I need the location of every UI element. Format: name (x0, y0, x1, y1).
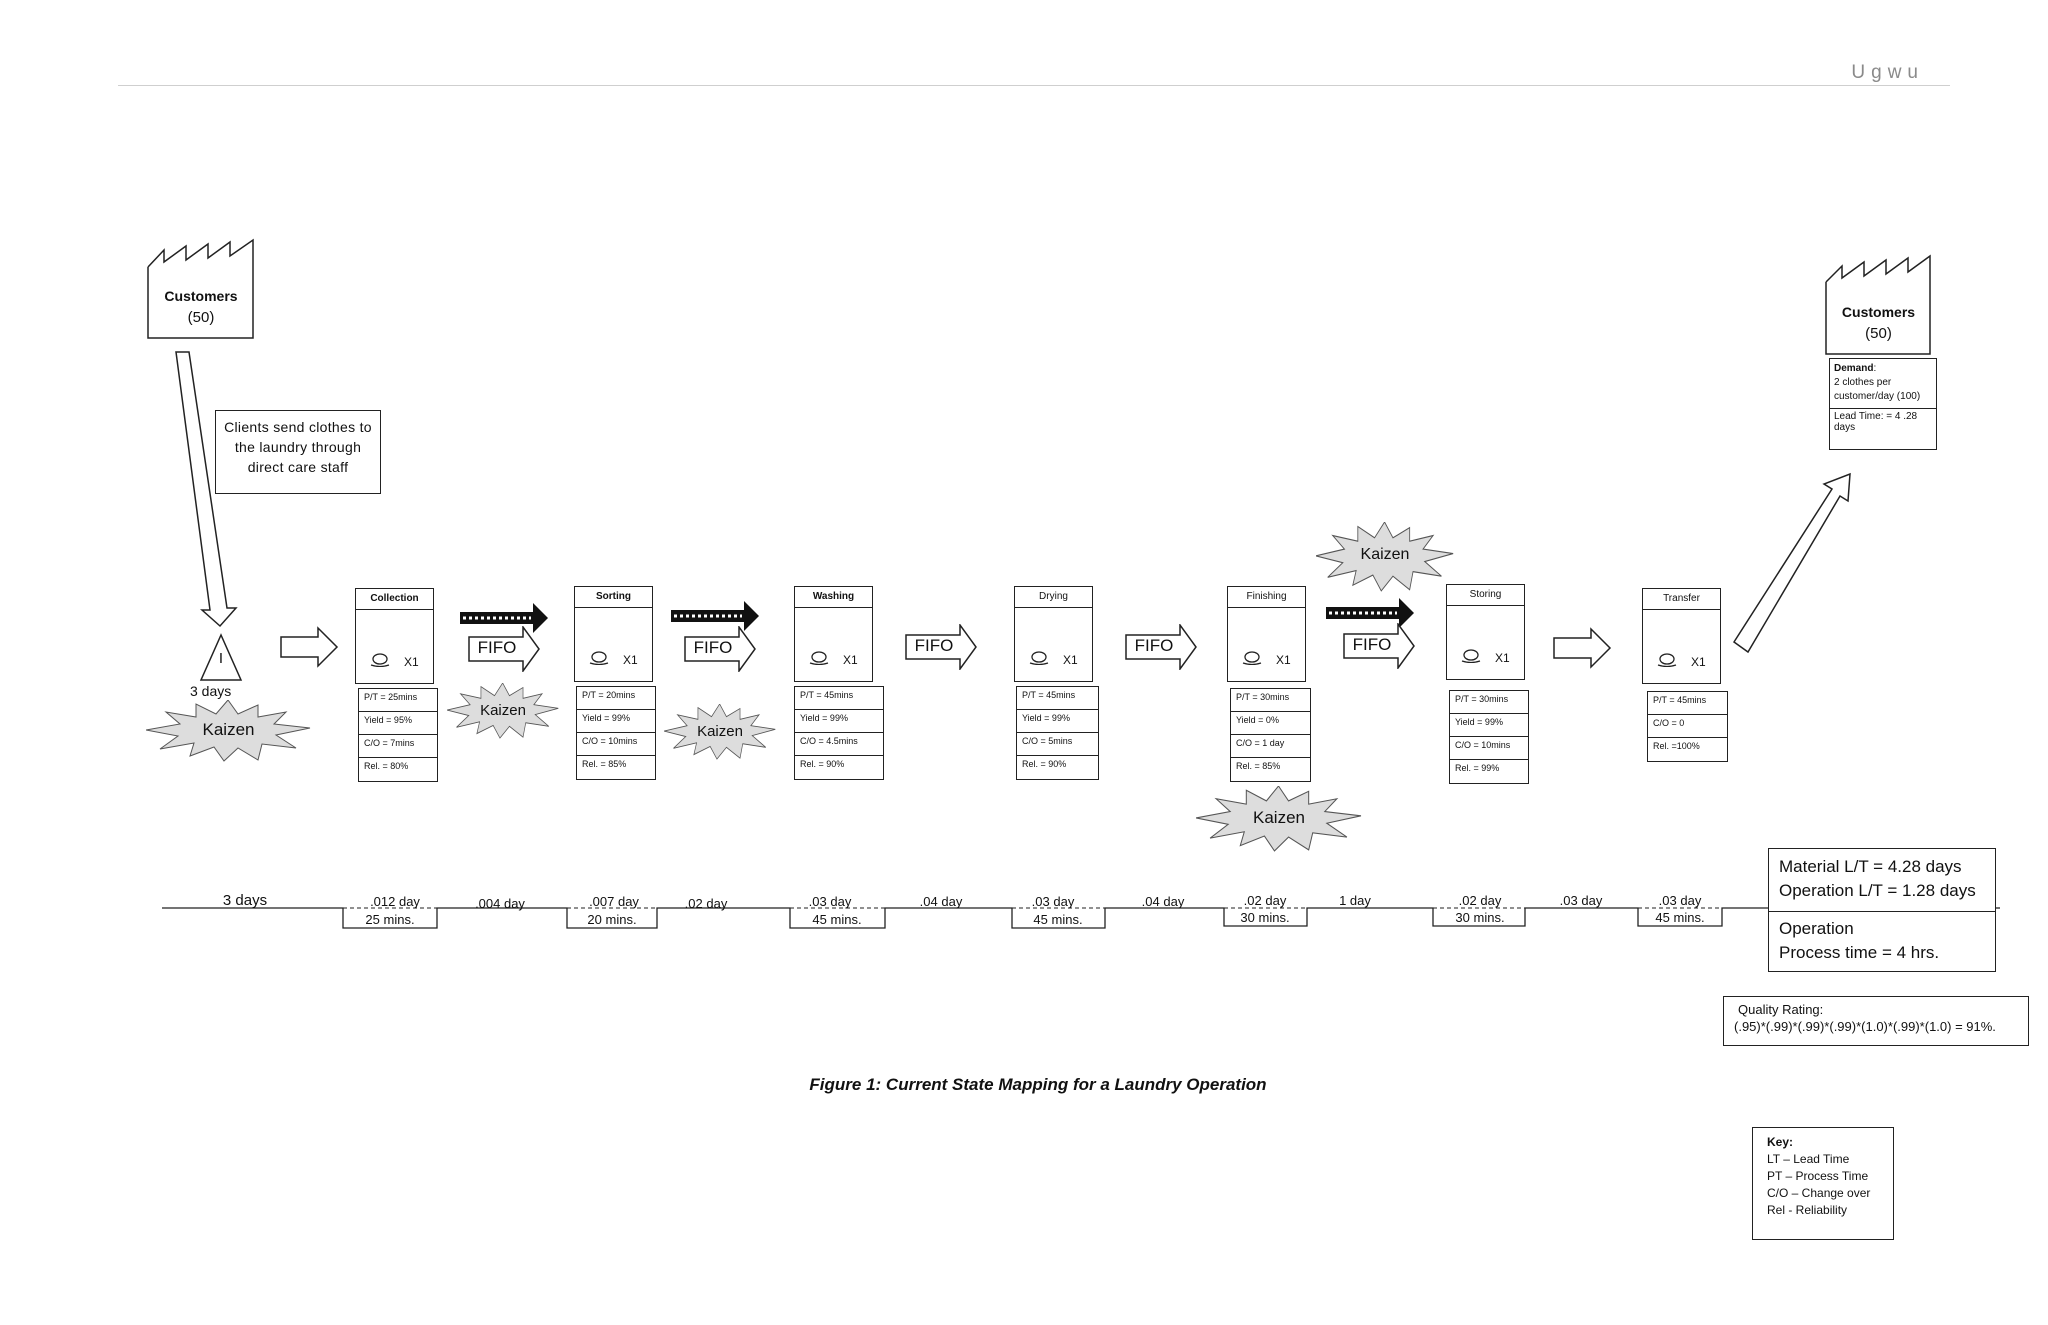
timeline-process-min: 45 mins. (1655, 910, 1705, 925)
timeline-process-day: .03 day (1031, 894, 1075, 909)
data-cell: Yield = 99% (577, 710, 655, 733)
kaizen-burst (1196, 786, 1362, 852)
kaizen-burst (664, 704, 776, 760)
data-cell: Yield = 99% (1017, 710, 1098, 733)
operator-icon (809, 651, 829, 665)
customers-right-title: Customers (1841, 304, 1916, 320)
data-box-sorting (576, 686, 656, 780)
key-item: PT – Process Time (1767, 1169, 1869, 1183)
timeline-process-min: 45 mins. (1033, 912, 1083, 927)
quality-rating-box (1723, 996, 2029, 1046)
timeline-process-min: 30 mins. (1455, 910, 1505, 925)
operator-count: X1 (843, 653, 858, 667)
process-title: Washing (795, 587, 872, 608)
operation-label: Operation (1779, 919, 1854, 938)
process-title: Storing (1447, 585, 1524, 606)
process-box-sorting (574, 586, 653, 682)
fifo-arrow (905, 624, 977, 670)
data-cell: C/O = 10mins (577, 733, 655, 756)
data-box-washing (794, 686, 884, 780)
kaizen-label: Kaizen (697, 723, 743, 740)
process-title: Finishing (1228, 587, 1305, 608)
operator-count: X1 (1495, 651, 1510, 665)
inventory-symbol: I (218, 650, 224, 667)
process-title: Drying (1015, 587, 1092, 608)
fifo-label: FIFO (1134, 636, 1174, 655)
operator-count: X1 (1691, 655, 1706, 669)
kaizen-burst (447, 683, 559, 739)
key-title: Key: (1767, 1135, 1794, 1149)
data-cell: Rel. = 85% (582, 759, 627, 769)
timeline-process-day: .02 day (1243, 893, 1287, 908)
demand-leadtime-unit: days (1834, 422, 1856, 433)
timeline-process-day: .02 day (1458, 893, 1502, 908)
push-arrow (281, 628, 337, 666)
data-cell: Yield = 99% (1450, 714, 1528, 737)
timeline-wait: 1 day (1339, 893, 1371, 908)
timeline-process-min: 45 mins. (812, 912, 862, 927)
key-item: Rel - Reliability (1767, 1203, 1848, 1217)
note-line: Clients send clothes to (224, 419, 372, 435)
kaizen-label: Kaizen (480, 702, 526, 719)
operator-count: X1 (623, 653, 638, 667)
quality-formula: (.95)*(.99)*(.99)*(.99)*(1.0)*(.99)*(1.0) = 91%. (1734, 1019, 1996, 1034)
kaizen-burst (146, 700, 311, 762)
quality-label: Quality Rating: (1738, 1002, 1824, 1017)
data-cell: P/T = 45mins (795, 687, 883, 710)
key-item: LT – Lead Time (1767, 1152, 1850, 1166)
data-cell: C/O = 10mins (1450, 737, 1528, 760)
operator-icon (1242, 651, 1262, 665)
timeline-process-day: .03 day (808, 894, 852, 909)
data-box-collection (358, 688, 438, 782)
demand-leadtime: Lead Time: = 4 .28 (1834, 411, 1918, 422)
data-cell: C/O = 5mins (1017, 733, 1098, 756)
fifo-label: FIFO (477, 638, 517, 657)
shipment-arrow-in (176, 352, 236, 626)
demand-label: Demand (1834, 363, 1874, 374)
process-box-finishing (1227, 586, 1306, 682)
fifo-label: FIFO (693, 638, 733, 657)
kaizen-label: Kaizen (202, 720, 255, 739)
operator-count: X1 (1276, 653, 1291, 667)
operator-icon (1657, 653, 1677, 667)
key-item: C/O – Change over (1767, 1186, 1871, 1200)
data-cell: P/T = 45mins (1648, 692, 1727, 715)
timeline-wait: .004 day (475, 896, 525, 911)
process-box-washing (794, 586, 873, 682)
timeline-wait: .04 day (919, 894, 963, 909)
timeline-process-day: .012 day (370, 894, 420, 909)
data-cell: Rel. = 80% (364, 761, 409, 771)
fifo-arrow (1125, 624, 1197, 670)
demand-box: Demand: 2 clothes per customer/day (100) Lead Time: = 4 .28 days (1829, 358, 1937, 450)
data-box-storing (1449, 690, 1529, 784)
inventory-days: 3 days (190, 683, 232, 699)
process-time: Process time = 4 hrs. (1779, 943, 1940, 962)
data-box-finishing (1230, 688, 1311, 782)
kaizen-label: Kaizen (1253, 808, 1305, 827)
operator-icon (1461, 649, 1481, 663)
data-cell: Rel. =100% (1653, 741, 1700, 751)
timeline-process-min: 20 mins. (587, 912, 637, 927)
timeline-process-min: 25 mins. (365, 912, 415, 927)
operation-leadtime: Operation L/T = 1.28 days (1779, 881, 1976, 900)
data-cell: C/O = 0 (1648, 715, 1727, 738)
data-box-drying (1016, 686, 1099, 780)
operator-count: X1 (404, 655, 419, 669)
data-cell: Rel. = 90% (1022, 759, 1067, 769)
fifo-label: FIFO (914, 636, 954, 655)
data-cell: P/T = 45mins (1017, 687, 1098, 710)
timeline-process-day: .03 day (1658, 893, 1702, 908)
data-cell: Yield = 0% (1231, 712, 1310, 735)
operator-icon (589, 651, 609, 665)
data-cell: Yield = 95% (359, 712, 437, 735)
data-cell: Rel. = 90% (800, 759, 845, 769)
note-line: direct care staff (247, 459, 349, 475)
data-box-transfer (1647, 691, 1728, 762)
header-author: Ugwu (1851, 62, 1924, 83)
figure-caption: Figure 1: Current State Mapping for a Laundry Operation (809, 1075, 1267, 1094)
fifo-arrow (468, 626, 540, 672)
customers-left-count: (50) (187, 309, 215, 326)
process-box-collection (355, 588, 434, 684)
fifo-label: FIFO (1352, 635, 1392, 654)
customers-right-count: (50) (1865, 325, 1892, 342)
timeline-wait: .03 day (1559, 893, 1603, 908)
push-arrow (1554, 629, 1610, 667)
timeline-wait: 3 days (222, 892, 268, 909)
operator-icon (370, 653, 390, 667)
customers-left-title: Customers (164, 288, 238, 304)
operator-icon (1029, 651, 1049, 665)
data-cell: C/O = 1 day (1231, 735, 1310, 758)
timeline-process-day: .007 day (589, 894, 639, 909)
data-cell: P/T = 30mins (1231, 689, 1310, 712)
data-cell: Rel. = 85% (1236, 761, 1281, 771)
fifo-arrow (684, 626, 756, 672)
data-cell: P/T = 25mins (359, 689, 437, 712)
process-title: Transfer (1643, 589, 1720, 610)
note-line: the laundry through (234, 439, 362, 455)
process-title: Collection (356, 589, 433, 610)
process-box-drying (1014, 586, 1093, 682)
demand-line2: customer/day (100) (1834, 391, 1921, 402)
kaizen-burst (1316, 522, 1454, 592)
timeline-process-min: 30 mins. (1240, 910, 1290, 925)
timeline-wait: .04 day (1141, 894, 1185, 909)
leadtime-summary-box (1768, 848, 1996, 972)
operator-count: X1 (1063, 653, 1078, 667)
shipment-arrow-out (1734, 474, 1850, 652)
data-cell: P/T = 20mins (577, 687, 655, 710)
demand-line1: 2 clothes per (1834, 377, 1892, 388)
data-cell: Yield = 99% (795, 710, 883, 733)
process-box-storing (1446, 584, 1525, 680)
timeline-wait: .02 day (684, 896, 728, 911)
data-cell: C/O = 7mins (359, 735, 437, 758)
material-leadtime: Material L/T = 4.28 days (1779, 857, 1962, 876)
data-cell: C/O = 4.5mins (795, 733, 883, 756)
data-cell: Rel. = 99% (1455, 763, 1500, 773)
process-title: Sorting (575, 587, 652, 608)
kaizen-label: Kaizen (1360, 546, 1410, 563)
key-box (1752, 1127, 1894, 1240)
fifo-arrow (1343, 623, 1415, 669)
process-box-transfer (1642, 588, 1721, 684)
data-cell: P/T = 30mins (1450, 691, 1528, 714)
